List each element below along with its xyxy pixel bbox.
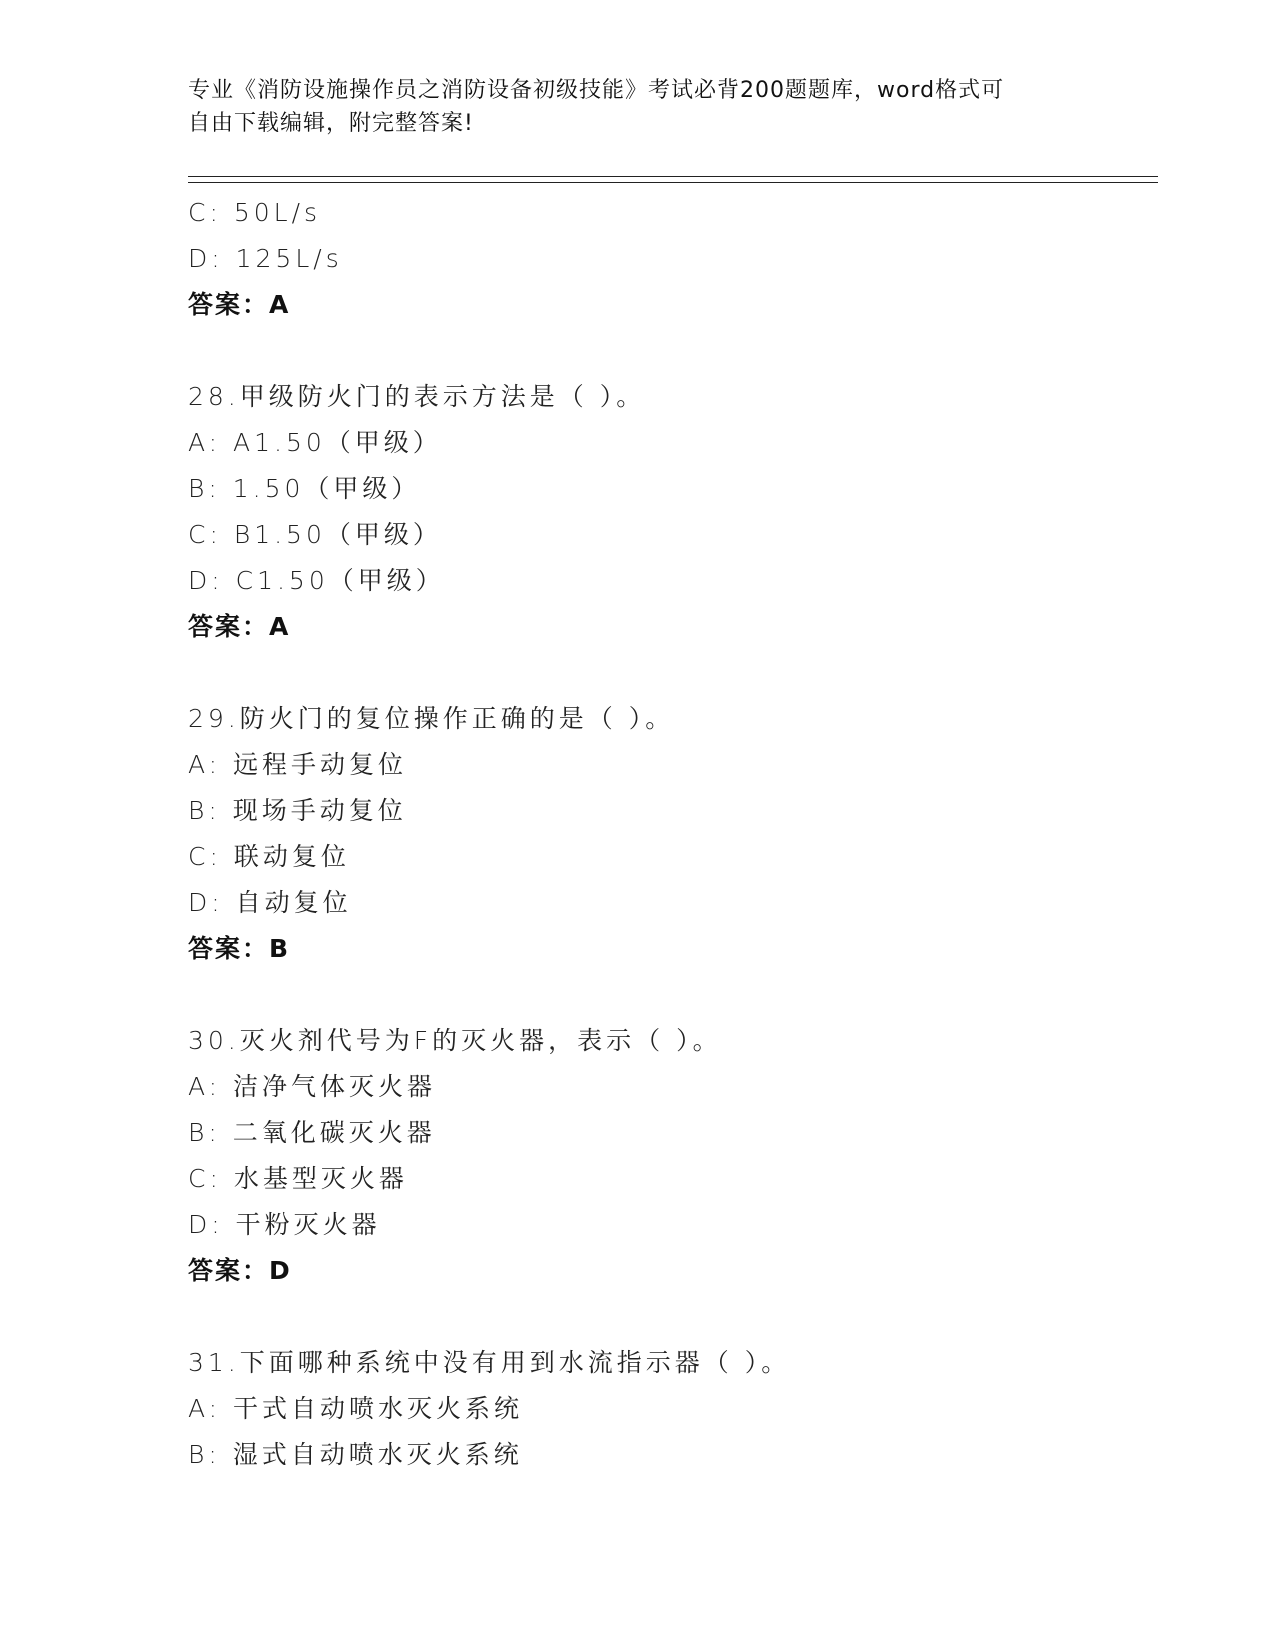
question-list [188,190,1148,1478]
question-stem: 29.防火门的复位操作正确的是（ ）。 [188,704,675,733]
answer-line: 答案：D [188,1256,292,1285]
option-b: B: 1.50（甲级） [188,474,421,503]
question-block-31 [188,1340,1148,1478]
option-b: B: 二氧化碳灭火器 [188,1118,436,1147]
option-d: D: C1.50（甲级） [188,566,445,595]
answer-line: 答案：A [188,612,291,641]
answer-line: 答案：A [188,290,291,319]
option-a: A: 远程手动复位 [188,750,408,779]
question-stem: 31.下面哪种系统中没有用到水流指示器（ ）。 [188,1348,791,1377]
option-c: C: 水基型灭火器 [188,1164,408,1193]
question-block-29 [188,696,1148,972]
option-a: A: A1.50（甲级） [188,428,442,457]
header-divider-top [188,176,1158,177]
question-block-28 [188,374,1148,650]
document-header [188,74,1088,140]
header-divider-bottom [188,182,1158,183]
option-c: C: B1.50（甲级） [188,520,442,549]
header-line-2: 自由下载编辑，附完整答案! [188,111,474,136]
header-line-1: 专业《消防设施操作员之消防设备初级技能》考试必背200题题库，word格式可 [188,78,1005,103]
option-d: D: 干粉灭火器 [188,1210,381,1239]
option-d: D: 125L/s [188,244,343,273]
question-stem: 28.甲级防火门的表示方法是（ ）。 [188,382,646,411]
question-block-30 [188,1018,1148,1294]
answer-line: 答案：B [188,934,291,963]
option-c: C: 50L/s [188,198,322,227]
option-c: C: 联动复位 [188,842,350,871]
option-d: D: 自动复位 [188,888,352,917]
option-a: A: 洁净气体灭火器 [188,1072,437,1101]
option-b: B: 现场手动复位 [188,796,407,825]
option-a: A: 干式自动喷水灭火系统 [188,1394,524,1423]
option-b: B: 湿式自动喷水灭火系统 [188,1440,523,1469]
question-stem: 30.灭火剂代号为F的灭火器，表示（ ）。 [188,1026,722,1055]
